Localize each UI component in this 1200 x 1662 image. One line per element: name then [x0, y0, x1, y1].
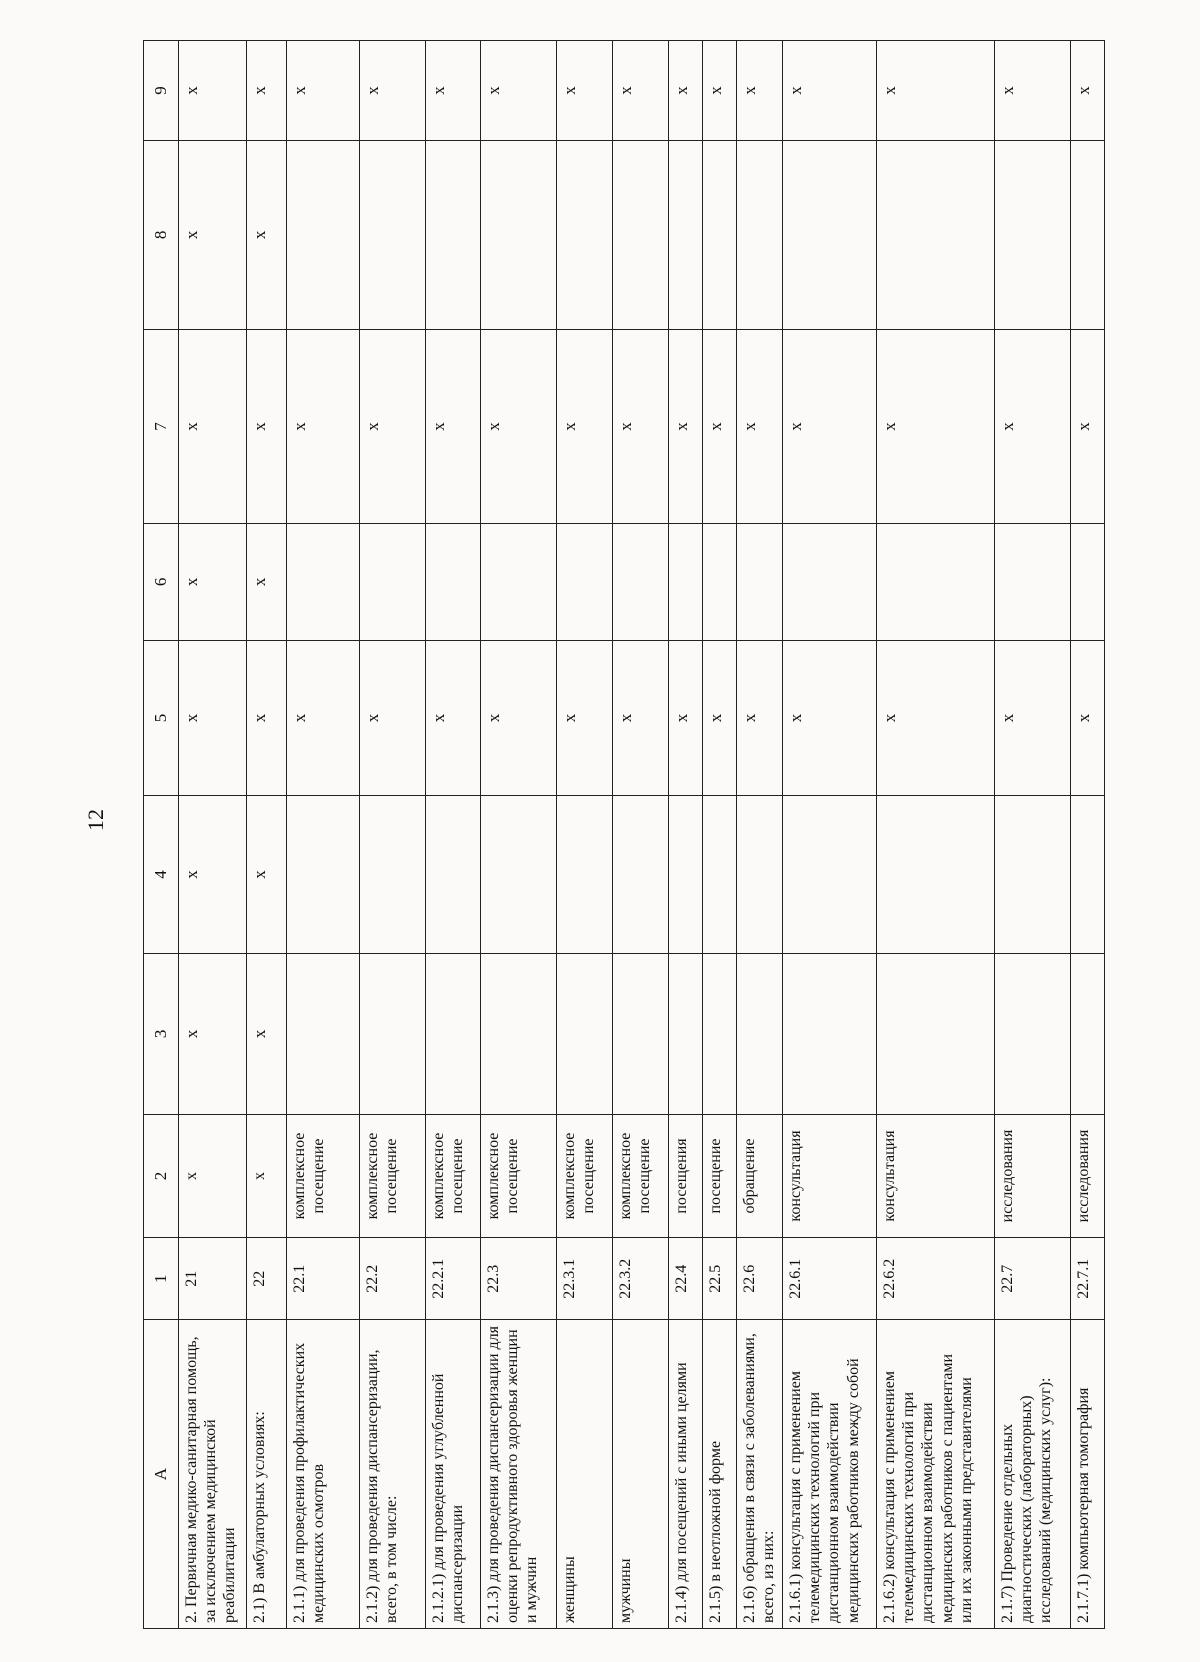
- cell-col-6: [613, 524, 669, 641]
- table-row: [360, 41, 426, 1629]
- cell-col-4: [877, 796, 995, 954]
- cell-col-7: х: [1071, 329, 1105, 523]
- cell-col-9: х: [360, 41, 426, 141]
- cell-col-7: х: [287, 329, 360, 523]
- cell-col-7: х: [669, 329, 703, 523]
- cell-col-4: [557, 796, 613, 954]
- row-label: 2.1) В амбулаторных условиях:: [247, 1320, 287, 1629]
- cell-col-3: х: [247, 953, 287, 1114]
- cell-col-9: х: [703, 41, 737, 141]
- cell-col-9: х: [287, 41, 360, 141]
- cell-col-3: [877, 953, 995, 1114]
- table-row: [179, 41, 247, 1629]
- row-label: 2.1.6.2) консультация с применением телемедицинских технологий при дистанционном взаимодействии медицинских работников с пациентами или их законными представителями: [877, 1320, 995, 1629]
- row-unit: х: [179, 1114, 247, 1237]
- cell-col-9: х: [613, 41, 669, 141]
- row-unit: комплексное посещение: [557, 1114, 613, 1237]
- row-code: 22.6.1: [783, 1238, 877, 1320]
- cell-col-6: [426, 524, 481, 641]
- column-header: 6: [144, 524, 179, 641]
- cell-col-3: [287, 953, 360, 1114]
- row-unit: комплексное посещение: [287, 1114, 360, 1237]
- cell-col-5: х: [1071, 640, 1105, 795]
- row-code: 22.7: [995, 1238, 1071, 1320]
- cell-col-6: [877, 524, 995, 641]
- column-header: 5: [144, 640, 179, 795]
- table-container: [143, 40, 1111, 1629]
- row-label: 2.1.4) для посещений с иными целями: [669, 1320, 703, 1629]
- row-label: женщины: [557, 1320, 613, 1629]
- cell-col-6: [557, 524, 613, 641]
- cell-col-8: [613, 141, 669, 330]
- row-unit: посещения: [669, 1114, 703, 1237]
- cell-col-7: х: [247, 329, 287, 523]
- header-row: [144, 41, 179, 1629]
- row-unit: комплексное посещение: [426, 1114, 481, 1237]
- row-unit: посещение: [703, 1114, 737, 1237]
- row-unit: консультация: [877, 1114, 995, 1237]
- cell-col-9: х: [426, 41, 481, 141]
- cell-col-3: [360, 953, 426, 1114]
- row-label: 2.1.6) обращения в связи с заболеваниями, всего, из них:: [737, 1320, 783, 1629]
- table-row: [481, 41, 557, 1629]
- cell-col-6: [360, 524, 426, 641]
- table-row: [247, 41, 287, 1629]
- column-header: 3: [144, 953, 179, 1114]
- cell-col-6: х: [179, 524, 247, 641]
- row-unit: х: [247, 1114, 287, 1237]
- cell-col-7: х: [481, 329, 557, 523]
- table-row: [877, 41, 995, 1629]
- cell-col-4: [703, 796, 737, 954]
- cell-col-4: [426, 796, 481, 954]
- cell-col-7: х: [995, 329, 1071, 523]
- cell-col-9: х: [481, 41, 557, 141]
- column-header: 8: [144, 141, 179, 330]
- cell-col-7: х: [703, 329, 737, 523]
- cell-col-7: х: [737, 329, 783, 523]
- row-label: 2.1.6.1) консультация с применением телемедицинских технологий при дистанционном взаимодействии медицинских работников между собой: [783, 1320, 877, 1629]
- cell-col-3: [426, 953, 481, 1114]
- cell-col-4: х: [247, 796, 287, 954]
- row-unit: комплексное посещение: [613, 1114, 669, 1237]
- cell-col-4: [287, 796, 360, 954]
- cell-col-9: х: [877, 41, 995, 141]
- cell-col-8: х: [247, 141, 287, 330]
- row-unit: исследования: [995, 1114, 1071, 1237]
- cell-col-9: х: [783, 41, 877, 141]
- cell-col-8: [995, 141, 1071, 330]
- cell-col-8: [737, 141, 783, 330]
- cell-col-5: х: [426, 640, 481, 795]
- cell-col-6: [703, 524, 737, 641]
- cell-col-9: х: [179, 41, 247, 141]
- cell-col-7: х: [179, 329, 247, 523]
- cell-col-7: х: [783, 329, 877, 523]
- cell-col-9: х: [669, 41, 703, 141]
- cell-col-4: [783, 796, 877, 954]
- cell-col-4: [613, 796, 669, 954]
- cell-col-4: х: [179, 796, 247, 954]
- cell-col-8: [287, 141, 360, 330]
- cell-col-8: х: [179, 141, 247, 330]
- cell-col-6: [737, 524, 783, 641]
- cell-col-3: [995, 953, 1071, 1114]
- cell-col-8: [426, 141, 481, 330]
- row-label: 2.1.5) в неотложной форме: [703, 1320, 737, 1629]
- cell-col-5: х: [703, 640, 737, 795]
- cell-col-3: [1071, 953, 1105, 1114]
- row-label: 2.1.3) для проведения диспансеризации для оценки репродуктивного здоровья женщин и мужчин: [481, 1320, 557, 1629]
- cell-col-7: х: [360, 329, 426, 523]
- cell-col-5: х: [179, 640, 247, 795]
- cell-col-4: [669, 796, 703, 954]
- cell-col-3: [737, 953, 783, 1114]
- row-label: 2.1.2.1) для проведения углубленной диспансеризации: [426, 1320, 481, 1629]
- cell-col-4: [1071, 796, 1105, 954]
- cell-col-3: [557, 953, 613, 1114]
- row-label: 2.1.7.1) компьютерная томография: [1071, 1320, 1105, 1629]
- cell-col-9: х: [995, 41, 1071, 141]
- row-code: 22.6.2: [877, 1238, 995, 1320]
- table-row: [995, 41, 1071, 1629]
- row-code: 22.2.1: [426, 1238, 481, 1320]
- row-code: 22.2: [360, 1238, 426, 1320]
- row-code: 22.3.1: [557, 1238, 613, 1320]
- cell-col-8: [669, 141, 703, 330]
- cell-col-5: х: [669, 640, 703, 795]
- row-unit: обращение: [737, 1114, 783, 1237]
- table-row: [287, 41, 360, 1629]
- row-code: 22.5: [703, 1238, 737, 1320]
- cell-col-5: х: [877, 640, 995, 795]
- row-code: 22.4: [669, 1238, 703, 1320]
- row-code: 22: [247, 1238, 287, 1320]
- cell-col-8: [481, 141, 557, 330]
- table-row: [783, 41, 877, 1629]
- cell-col-5: х: [287, 640, 360, 795]
- table-row: [426, 41, 481, 1629]
- cell-col-6: [995, 524, 1071, 641]
- column-header: 7: [144, 329, 179, 523]
- cell-col-7: х: [877, 329, 995, 523]
- table-row: [703, 41, 737, 1629]
- cell-col-7: х: [426, 329, 481, 523]
- cell-col-6: [481, 524, 557, 641]
- cell-col-3: [613, 953, 669, 1114]
- cell-col-6: [783, 524, 877, 641]
- cell-col-4: [481, 796, 557, 954]
- cell-col-3: [669, 953, 703, 1114]
- cell-col-5: х: [613, 640, 669, 795]
- column-header: 2: [144, 1114, 179, 1237]
- row-code: 22.1: [287, 1238, 360, 1320]
- row-unit: исследования: [1071, 1114, 1105, 1237]
- row-code: 22.3.2: [613, 1238, 669, 1320]
- cell-col-7: х: [613, 329, 669, 523]
- row-label: 2.1.7) Проведение отдельных диагностических (лабораторных) исследований (медицинских услуг):: [995, 1320, 1071, 1629]
- cell-col-6: [287, 524, 360, 641]
- table-body: [179, 41, 1105, 1629]
- column-header: 1: [144, 1238, 179, 1320]
- cell-col-8: [703, 141, 737, 330]
- cell-col-6: [1071, 524, 1105, 641]
- cell-col-3: [703, 953, 737, 1114]
- column-header: 9: [144, 41, 179, 141]
- cell-col-3: [783, 953, 877, 1114]
- cell-col-8: [360, 141, 426, 330]
- cell-col-9: х: [247, 41, 287, 141]
- cell-col-6: [669, 524, 703, 641]
- cell-col-8: [877, 141, 995, 330]
- page-number: 12: [83, 809, 108, 831]
- row-code: 22.7.1: [1071, 1238, 1105, 1320]
- row-label: мужчины: [613, 1320, 669, 1629]
- cell-col-8: [1071, 141, 1105, 330]
- table-row: [669, 41, 703, 1629]
- cell-col-5: х: [360, 640, 426, 795]
- cell-col-5: х: [783, 640, 877, 795]
- cell-col-3: [481, 953, 557, 1114]
- row-code: 22.6: [737, 1238, 783, 1320]
- cell-col-5: х: [481, 640, 557, 795]
- row-code: 21: [179, 1238, 247, 1320]
- cell-col-9: х: [557, 41, 613, 141]
- cell-col-8: [783, 141, 877, 330]
- cell-col-5: х: [247, 640, 287, 795]
- table-row: [1071, 41, 1105, 1629]
- cell-col-7: х: [557, 329, 613, 523]
- cell-col-8: [557, 141, 613, 330]
- cell-col-4: [995, 796, 1071, 954]
- cell-col-5: х: [737, 640, 783, 795]
- row-label: 2. Первичная медико-санитарная помощь, за исключением медицинской реабилитации: [179, 1320, 247, 1629]
- row-unit: консультация: [783, 1114, 877, 1237]
- cell-col-6: х: [247, 524, 287, 641]
- table-row: [557, 41, 613, 1629]
- report-table: [143, 40, 1105, 1629]
- cell-col-9: х: [1071, 41, 1105, 141]
- cell-col-4: [360, 796, 426, 954]
- row-label: 2.1.2) для проведения диспансеризации, всего, в том числе:: [360, 1320, 426, 1629]
- row-label: 2.1.1) для проведения профилактических медицинских осмотров: [287, 1320, 360, 1629]
- row-code: 22.3: [481, 1238, 557, 1320]
- cell-col-9: х: [737, 41, 783, 141]
- table-row: [613, 41, 669, 1629]
- row-unit: комплексное посещение: [360, 1114, 426, 1237]
- row-unit: комплексное посещение: [481, 1114, 557, 1237]
- column-header: 4: [144, 796, 179, 954]
- cell-col-5: х: [557, 640, 613, 795]
- cell-col-5: х: [995, 640, 1071, 795]
- column-header: A: [144, 1320, 179, 1629]
- cell-col-3: х: [179, 953, 247, 1114]
- table-row: [737, 41, 783, 1629]
- cell-col-4: [737, 796, 783, 954]
